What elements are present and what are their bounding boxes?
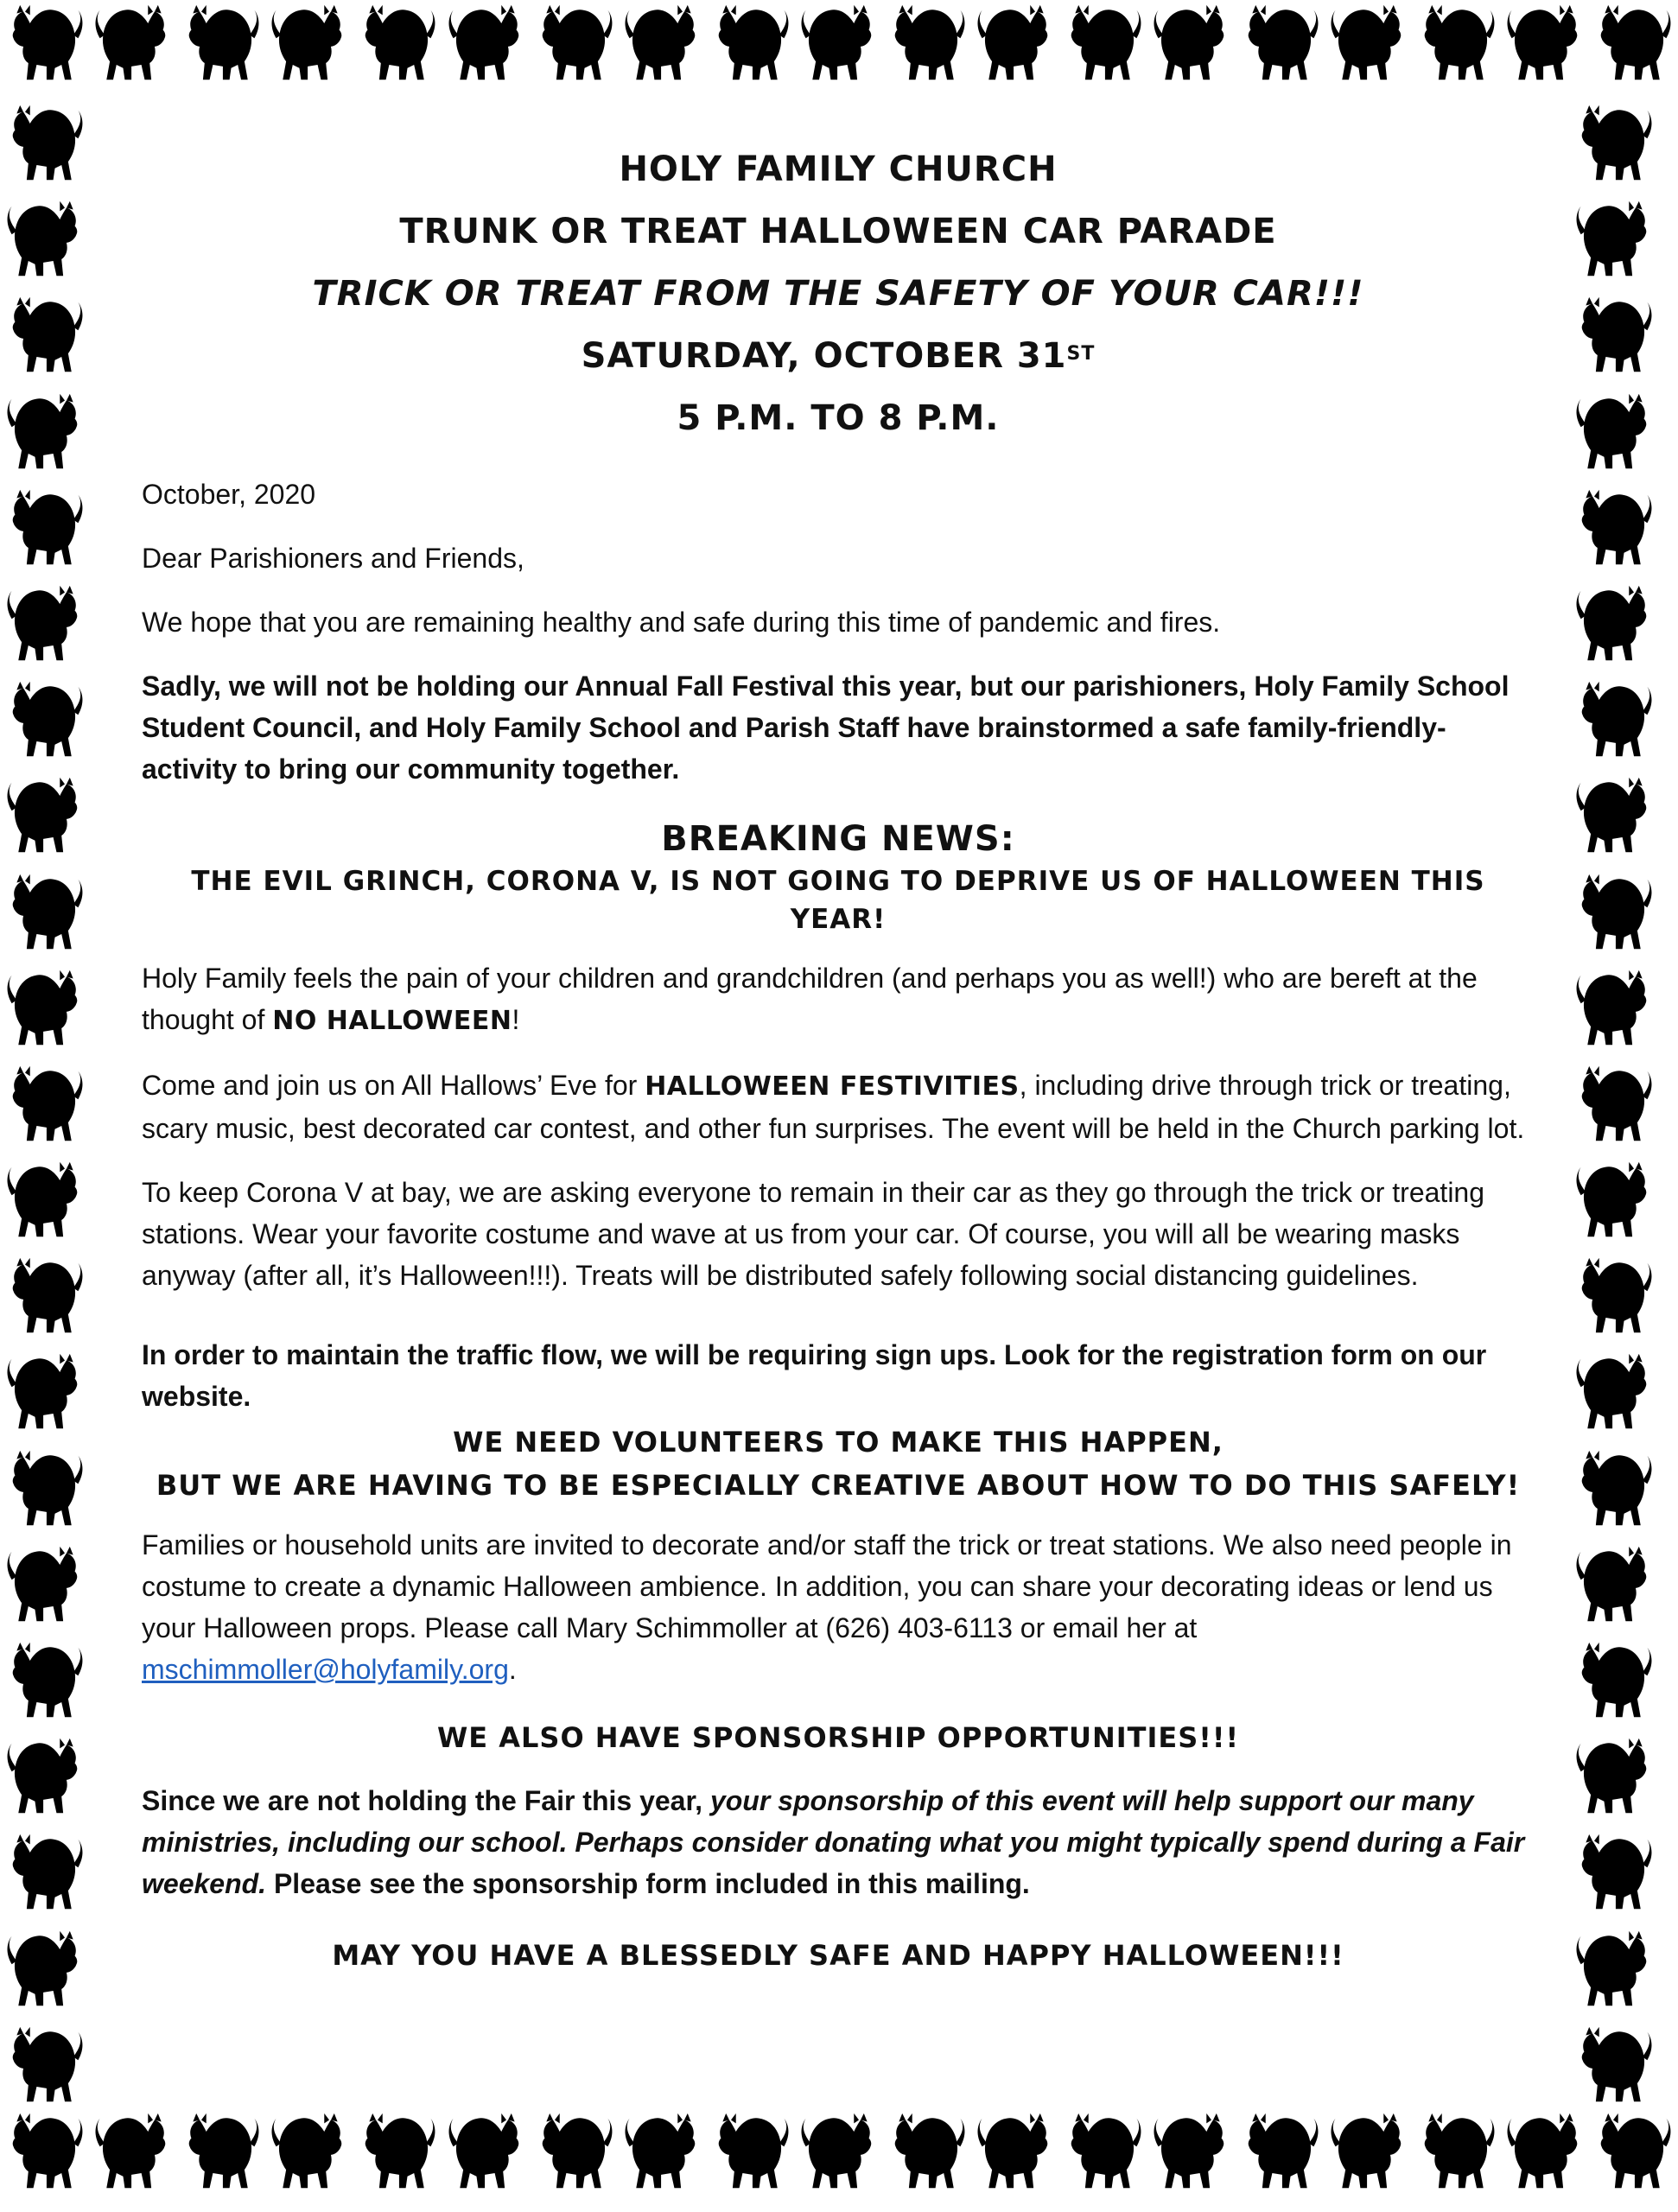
cat-icon	[356, 2, 439, 85]
cat-icon	[1592, 2110, 1675, 2193]
cat-border-bottom	[0, 2110, 1678, 2212]
cat-icon	[1150, 2, 1233, 85]
cat-border-right	[1573, 102, 1675, 2107]
paragraph-signups: In order to maintain the traffic flow, we will be requiring sign ups. Look for the registration form on our website.	[142, 1339, 1487, 1412]
cat-icon	[709, 2110, 792, 2193]
cat-icon	[1573, 1928, 1656, 2011]
cat-icon	[533, 2, 616, 85]
paragraph-sponsorship-end: Please see the sponsorship form included in this mailing.	[266, 1868, 1030, 1899]
cat-icon	[3, 2024, 86, 2107]
cat-icon	[3, 678, 86, 761]
cat-icon	[1327, 2110, 1410, 2193]
cat-icon	[1573, 486, 1656, 569]
cat-border-top	[0, 2, 1678, 104]
paragraph-sponsorship-text: Since we are not holding the Fair this year,	[142, 1785, 710, 1816]
cat-icon	[798, 2110, 880, 2193]
cat-icon	[1062, 2, 1145, 85]
cat-icon	[1150, 2110, 1233, 2193]
cat-icon	[3, 1831, 86, 1914]
cat-icon	[886, 2, 969, 85]
cat-icon	[3, 871, 86, 954]
cat-icon	[3, 102, 86, 185]
cat-icon	[3, 1351, 86, 1433]
cat-icon	[1573, 967, 1656, 1050]
salutation: Dear Parishioners and Friends,	[142, 543, 524, 574]
cat-icon	[621, 2, 704, 85]
cat-icon	[268, 2, 351, 85]
church-name: HOLY FAMILY CHURCH	[619, 149, 1058, 189]
cat-border-left	[3, 102, 105, 2107]
cat-icon	[1573, 1255, 1656, 1338]
flyer-content	[142, 138, 1535, 1977]
cat-icon	[3, 2110, 86, 2193]
cat-icon	[445, 2110, 528, 2193]
cat-icon	[709, 2, 792, 85]
email-link[interactable]: mschimmoller@holyfamily.org	[142, 1654, 509, 1685]
cat-icon	[1573, 1735, 1656, 1818]
cat-icon	[1415, 2, 1498, 85]
cat-icon	[3, 198, 86, 281]
no-halloween-emphasis: NO HALLOWEEN	[272, 1006, 512, 1036]
volunteers-heading-2: BUT WE ARE HAVING TO BE ESPECIALLY CREATIVE ABOUT HOW TO DO THIS SAFELY!	[156, 1469, 1521, 1502]
cat-icon	[1573, 1447, 1656, 1530]
letter-date: October, 2020	[142, 479, 316, 510]
festivities-emphasis: HALLOWEEN FESTIVITIES	[645, 1071, 1020, 1102]
cat-icon	[3, 1255, 86, 1338]
cat-icon	[1503, 2110, 1586, 2193]
closing-line: MAY YOU HAVE A BLESSEDLY SAFE AND HAPPY HALLOWEEN!!!	[332, 1939, 1344, 1972]
breaking-news-title: BREAKING NEWS:	[661, 819, 1015, 859]
cat-icon	[1573, 678, 1656, 761]
cat-icon	[3, 1543, 86, 1626]
event-title: TRUNK OR TREAT HALLOWEEN CAR PARADE	[399, 212, 1277, 251]
cat-icon	[1573, 391, 1656, 474]
paragraph-volunteers-text: Families or household units are invited to decorate and/or staff the trick or treat stations. We also need people in costume to create a dynamic Halloween ambience. In addition, you can share your decorating ideas or lend us your Halloween props. Please call Mary Schimmoller at (626) 403-6113 or email her at	[142, 1529, 1512, 1643]
cat-icon	[1573, 1831, 1656, 1914]
cat-icon	[1239, 2, 1322, 85]
cat-icon	[1573, 1639, 1656, 1722]
cat-icon	[268, 2110, 351, 2193]
paragraph-join-text: Come and join us on All Hallows’ Eve for	[142, 1070, 645, 1101]
cat-icon	[1239, 2110, 1322, 2193]
cat-icon	[1573, 1063, 1656, 1146]
cat-icon	[621, 2110, 704, 2193]
paragraph-join	[142, 1065, 1535, 1149]
cat-icon	[3, 1735, 86, 1818]
breaking-news-subtitle: THE EVIL GRINCH, CORONA V, IS NOT GOING TO DEPRIVE US OF HALLOWEEN THIS YEAR!	[191, 866, 1485, 935]
cat-icon	[974, 2110, 1057, 2193]
cat-icon	[1592, 2, 1675, 85]
paragraph-pain-text: Holy Family feels the pain of your children and grandchildren (and perhaps you as well!) who are bereft at the thought of	[142, 963, 1478, 1035]
cat-icon	[1573, 102, 1656, 185]
cat-icon	[1327, 2, 1410, 85]
cat-icon	[1573, 294, 1656, 377]
cat-icon	[1573, 1351, 1656, 1433]
sponsorship-heading: WE ALSO HAVE SPONSORSHIP OPPORTUNITIES!!!	[436, 1721, 1240, 1754]
paragraph-sponsorship	[142, 1780, 1535, 1904]
cat-icon	[3, 1063, 86, 1146]
cat-icon	[356, 2110, 439, 2193]
cat-icon	[1503, 2, 1586, 85]
event-tagline: TRICK OR TREAT FROM THE SAFETY OF YOUR CAR!!!	[312, 274, 1364, 314]
cat-icon	[974, 2, 1057, 85]
cat-icon	[3, 1639, 86, 1722]
cat-icon	[1573, 582, 1656, 665]
cat-icon	[3, 2, 86, 85]
cat-icon	[1573, 1159, 1656, 1242]
cat-icon	[1573, 198, 1656, 281]
cat-icon	[1573, 1543, 1656, 1626]
cat-icon	[3, 294, 86, 377]
event-date-suffix: ST	[1066, 343, 1096, 365]
cat-icon	[3, 967, 86, 1050]
cat-icon	[3, 1447, 86, 1530]
cat-icon	[798, 2, 880, 85]
cat-icon	[180, 2110, 263, 2193]
cat-icon	[445, 2, 528, 85]
paragraph-volunteers-end: .	[508, 1654, 517, 1685]
cat-icon	[1573, 871, 1656, 954]
cat-icon	[180, 2, 263, 85]
cat-icon	[3, 582, 86, 665]
cat-icon	[1415, 2110, 1498, 2193]
cat-icon	[3, 774, 86, 857]
event-time: 5 P.M. TO 8 P.M.	[677, 398, 1000, 438]
cat-icon	[3, 391, 86, 474]
paragraph-join-end: , including drive through trick or treating, scary music, best decorated car contest, and other fun surprises. The event will be held in the Church parking lot.	[142, 1070, 1525, 1144]
paragraph-sponsorship-italic: your sponsorship of this event will help support our many ministries, including our school. Perhaps consider donating what you might typically spend during a Fair weekend.	[142, 1785, 1525, 1899]
cat-icon	[1573, 774, 1656, 857]
cat-icon	[533, 2110, 616, 2193]
paragraph-safety: To keep Corona V at bay, we are asking everyone to remain in their car as they go through the trick or treating stations. Wear your favorite costume and wave at us from your car. Of course, you will all be wearing masks anyway (after all, it’s Halloween!!!). Treats will be distributed safely following social distancing guidelines.	[142, 1177, 1485, 1291]
paragraph-volunteers	[142, 1524, 1535, 1690]
cat-icon	[1573, 2024, 1656, 2107]
paragraph-health: We hope that you are remaining healthy and safe during this time of pandemic and fires.	[142, 607, 1221, 638]
paragraph-festival: Sadly, we will not be holding our Annual Fall Festival this year, but our parishioners, Holy Family School Student Council, and Holy Family School and Parish Staff have brainstormed a safe family-friendly-activity to bring our community together.	[142, 671, 1510, 785]
paragraph-pain	[142, 957, 1535, 1042]
cat-icon	[3, 1159, 86, 1242]
cat-icon	[886, 2110, 969, 2193]
cat-icon	[3, 486, 86, 569]
cat-icon	[92, 2, 175, 85]
cat-icon	[92, 2110, 175, 2193]
paragraph-pain-end: !	[512, 1004, 520, 1035]
cat-icon	[3, 1928, 86, 2011]
volunteers-heading-1: WE NEED VOLUNTEERS TO MAKE THIS HAPPEN,	[453, 1426, 1224, 1459]
event-date-text: SATURDAY, OCTOBER 31	[581, 336, 1067, 376]
cat-icon	[1062, 2110, 1145, 2193]
event-date	[142, 325, 1535, 387]
